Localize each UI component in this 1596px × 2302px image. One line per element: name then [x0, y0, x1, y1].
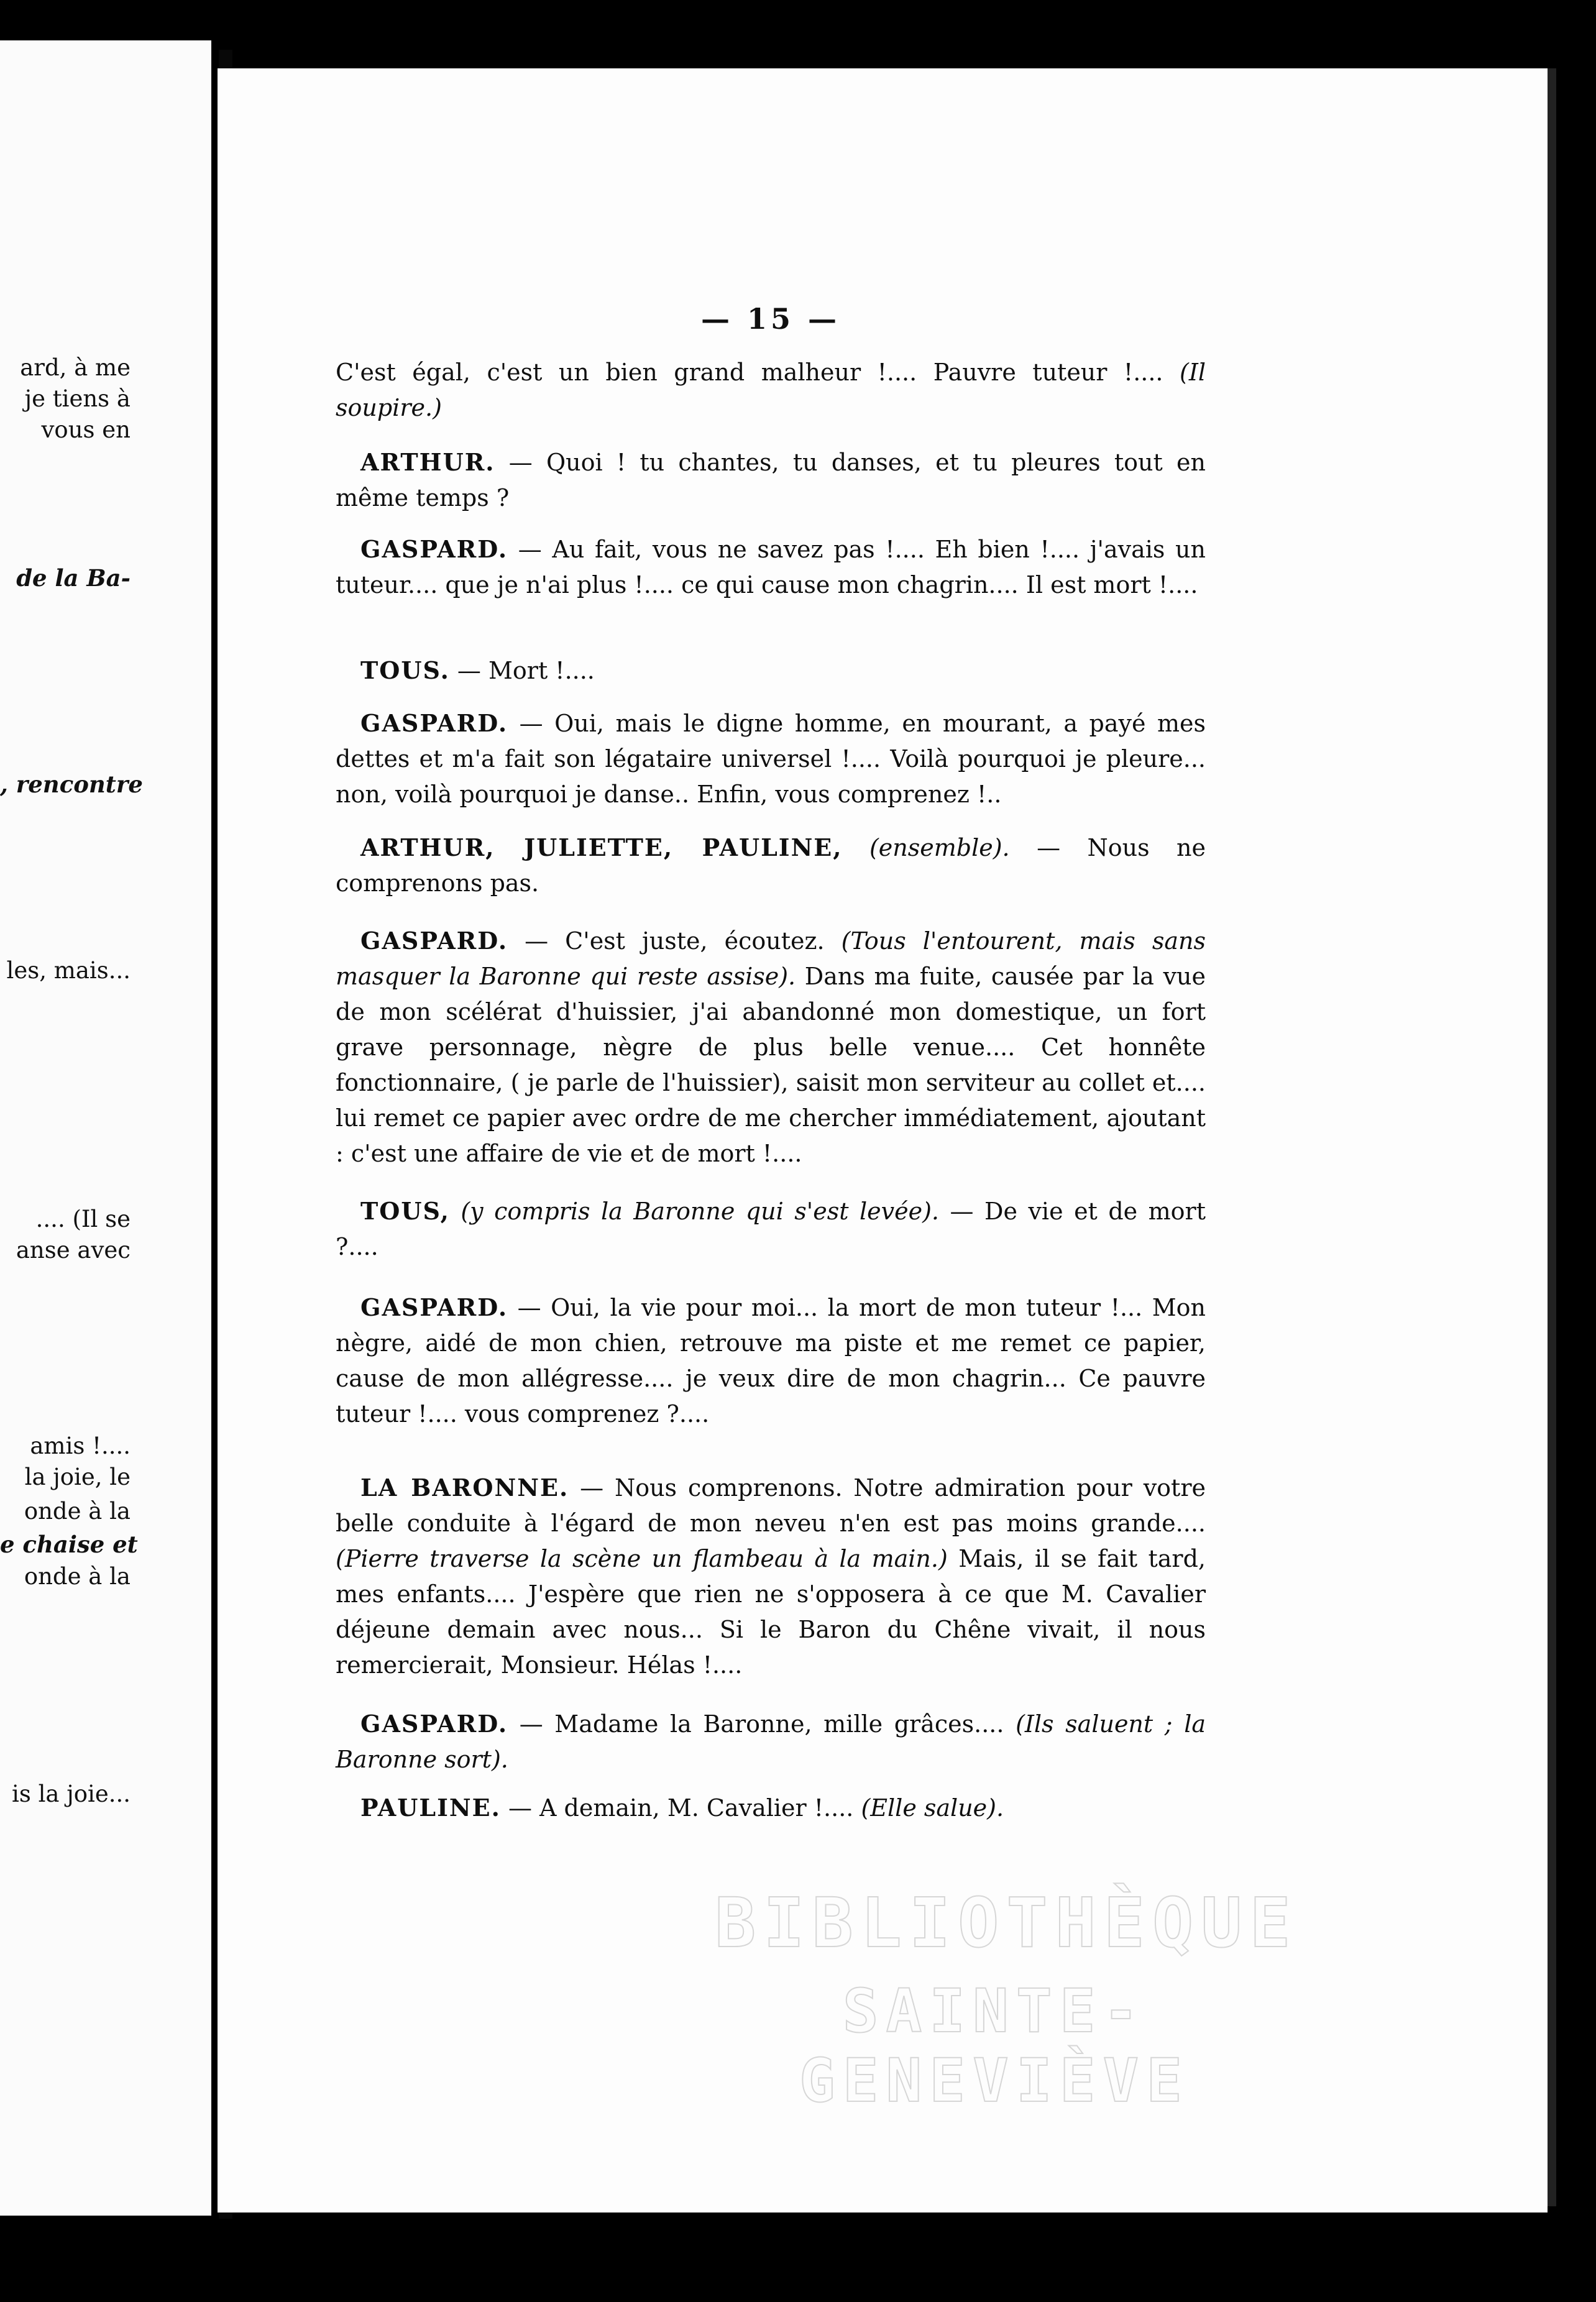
left-line: e chaise et: [0, 1531, 138, 1558]
dialogue-text: C'est égal, c'est un bien grand malheur !.... Pauvre tuteur !....: [336, 359, 1180, 386]
paragraph: [336, 1790, 1206, 1826]
dialogue-text: — Nous ne comprenons pas.: [336, 834, 1206, 897]
dialogue-text: — Quoi ! tu chantes, tu danses, et tu pleures tout en même temps ?: [336, 449, 1206, 511]
left-line: je tiens à: [24, 385, 131, 412]
left-line: anse avec: [16, 1237, 131, 1263]
stamp-line: SAINTE-GENEVIÈVE: [799, 1976, 1190, 2116]
library-perforation-stamp: [715, 1883, 1298, 2116]
speaker-name: GASPARD.: [360, 535, 508, 563]
left-line: amis !....: [30, 1433, 131, 1459]
paragraph: [336, 531, 1206, 603]
dialogue-text: — Au fait, vous ne savez pas !.... Eh bien !.... j'avais un tuteur.... que je n'ai plus !.... ce qui cause mon chagrin.... Il est mort !....: [336, 536, 1206, 598]
left-line: vous en: [41, 416, 131, 443]
speaker-name: GASPARD.: [360, 927, 508, 955]
dialogue-text: — Oui, la vie pour moi... la mort de mon tuteur !... Mon nègre, aidé de mon chien, retrouve ma piste et me remet ce papier, cause de mon allégresse.... je veux dire de mon chagrin... Ce pauvre tuteur !.... vous comprenez ?....: [336, 1294, 1206, 1428]
speaker-name: PAULINE.: [360, 1794, 501, 1822]
paragraph: [336, 1290, 1206, 1432]
right-page: [218, 68, 1548, 2213]
speaker-name: GASPARD.: [360, 1293, 508, 1321]
speaker-name: ARTHUR.: [360, 448, 495, 476]
dialogue-text: Dans ma fuite, causée par la vue de mon scélérat d'huissier, j'ai abandonné mon domestique, un fort grave personnage, nègre de plus belle venue.... Cet honnête fonctionnaire, ( je parle de l'huissier), saisit mon serviteur au collet et.... lui remet ce papier avec ordre de me chercher immédiatement, ajoutant : c'est une affaire de vie et de mort !....: [336, 963, 1206, 1167]
paragraph: [336, 923, 1206, 1172]
speaker-name: GASPARD.: [360, 1710, 508, 1738]
paragraph: [336, 1706, 1206, 1777]
left-line: onde à la: [24, 1563, 131, 1590]
dialogue-text: — A demain, M. Cavalier !....: [500, 1794, 861, 1822]
speaker-name: TOUS,: [360, 1197, 450, 1225]
page-number: — 15 —: [700, 302, 841, 336]
stage-direction: (Ils saluent ; la Baronne sort).: [336, 1710, 1206, 1773]
stamp-line: BIBLIOTHÈQUE: [715, 1883, 1298, 1963]
speaker-name: LA BARONNE.: [360, 1474, 569, 1502]
stage-direction: (Il soupire.): [336, 359, 1206, 421]
left-line: is la joie...: [12, 1781, 131, 1807]
dialogue-text: — Oui, mais le digne homme, en mourant, a payé mes dettes et m'a fait son légataire universel !.... Voilà pourquoi je pleure... non, voilà pourquoi je danse.. Enfin, vous comprenez !..: [336, 710, 1206, 808]
dialogue-text: — De vie et de mort ?....: [336, 1198, 1206, 1260]
dialogue-text: — Mort !....: [449, 657, 595, 684]
dialogue-text: Mais, il se fait tard, mes enfants.... J'espère que rien ne s'opposera à ce que M. Cavalier déjeune demain avec nous... Si le Baron du Chêne vivait, il nous remercierait, Monsieur. Hélas !....: [336, 1545, 1206, 1679]
speaker-name: ARTHUR, JULIETTE, PAULINE,: [360, 833, 843, 861]
paragraph: [336, 705, 1206, 812]
paragraph: [336, 444, 1206, 516]
dialogue-text: — Nous comprenons. Notre admiration pour votre belle conduite à l'égard de mon neveu n'en est pas moins grande....: [336, 1474, 1206, 1537]
speaker-name: GASPARD.: [360, 709, 508, 737]
stage-direction: (Pierre traverse la scène un flambeau à la main.): [336, 1545, 948, 1572]
left-line: la joie, le: [24, 1464, 131, 1490]
left-line: .... (Il se: [35, 1206, 131, 1232]
left-line: ard, à me: [20, 354, 131, 381]
left-page-fragment: [0, 40, 211, 2216]
paragraph: [336, 1193, 1206, 1265]
dialogue-text: — Madame la Baronne, mille grâces....: [508, 1710, 1016, 1738]
dialogue-text: — C'est juste, écoutez.: [508, 927, 842, 955]
stage-direction: (y compris la Baronne qui s'est levée).: [461, 1198, 939, 1225]
paragraph: [336, 1470, 1206, 1683]
left-line: onde à la: [24, 1498, 131, 1525]
left-line: , rencontre: [0, 771, 143, 798]
stage-direction: (Elle salue).: [861, 1794, 1004, 1822]
paragraph: [336, 653, 1206, 689]
page-edge-shadow: [1548, 68, 1556, 2206]
left-line: les, mais...: [6, 957, 131, 984]
speaker-name: TOUS.: [360, 656, 450, 684]
left-line: de la Ba-: [16, 564, 131, 592]
paragraph: [336, 354, 1206, 426]
stage-direction: (Tous l'entourent, mais sans masquer la Baronne qui reste assise).: [336, 927, 1206, 990]
paragraph: [336, 830, 1206, 901]
stage-direction: (ensemble).: [869, 834, 1010, 861]
